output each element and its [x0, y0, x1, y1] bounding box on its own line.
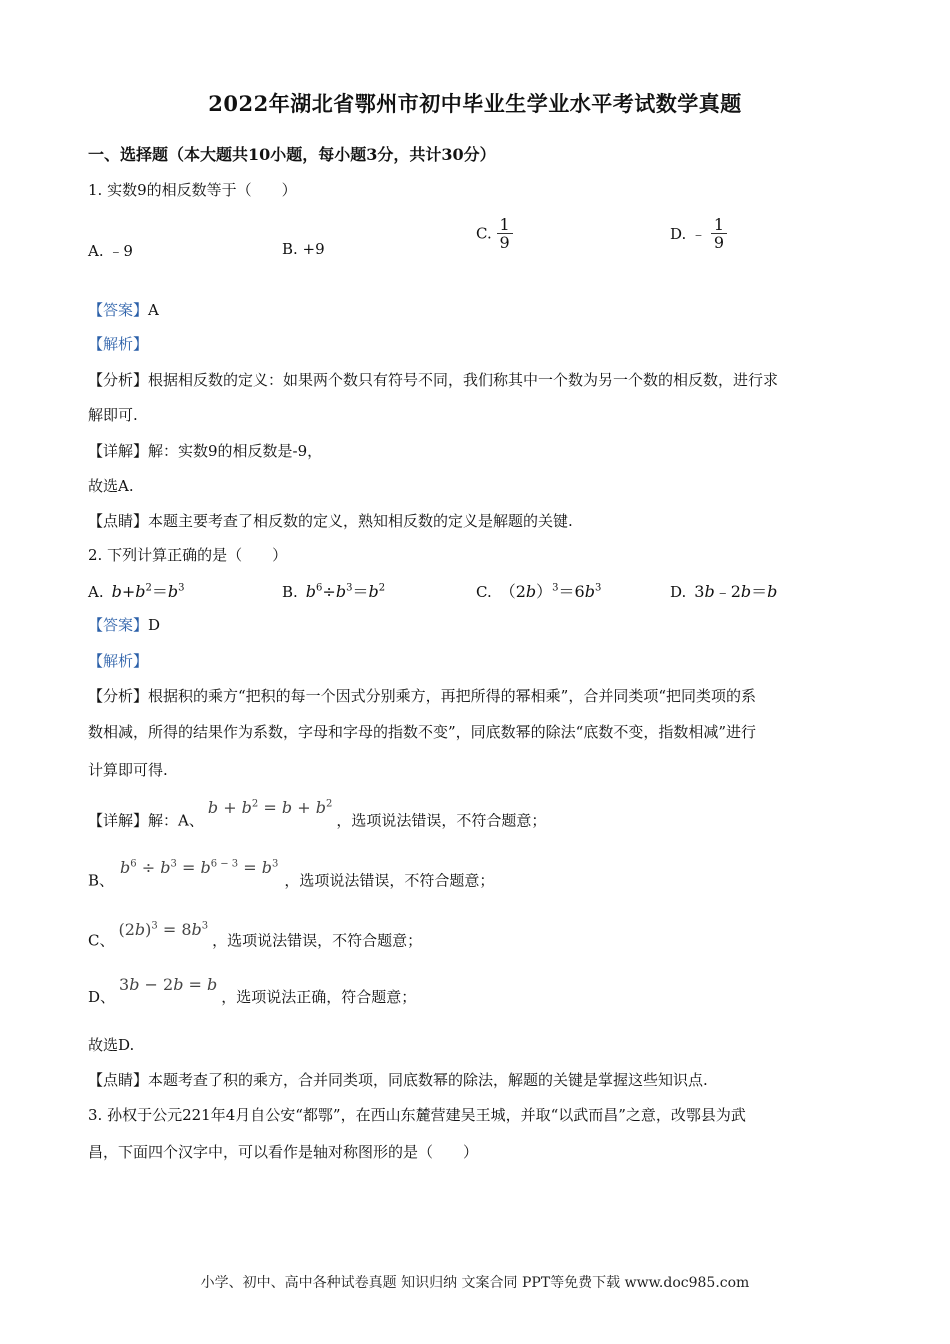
xiangjie-d-label: D、 — [88, 988, 116, 1006]
dianjing-text: 本题主要考查了相反数的定义，熟知相反数的定义是解题的关键. — [148, 512, 573, 530]
q3-stem-line2: 昌，下面四个汉字中，可以看作是轴对称图形的是（ ） — [88, 1143, 479, 1161]
q1-answer — [88, 300, 159, 320]
q1-fenxi-line1 — [88, 370, 778, 390]
q1-option-d-label: D. ﹣ — [670, 225, 707, 243]
q2-fenxi-line3: 计算即可得. — [88, 761, 168, 779]
q2-option-d-expr: 3b﹣2b＝b — [694, 582, 778, 601]
q1-option-d-fraction — [711, 216, 727, 251]
q2-dianjing — [88, 1070, 708, 1090]
q2-c-formula: $(2b)^3 = 8b^3$ — [118, 920, 209, 940]
fraction-numerator: 1 — [497, 216, 513, 234]
xiangjie-a-label: 解：A、 — [148, 811, 204, 830]
q2-fenxi-line1 — [88, 686, 756, 706]
q2-conclusion: 故选D. — [88, 1036, 135, 1054]
q2-option-a-expr: $b+b^2=b^3$ — [111, 582, 185, 601]
option-label: C. — [476, 583, 492, 601]
xiangjie-b-label: B、 — [88, 871, 115, 890]
section-heading: 一、选择题（本大题共10小题，每小题3分，共计30分） — [88, 145, 496, 164]
dianjing-tag: 【点睛】 — [88, 512, 149, 530]
q2-option-c-expr: $(2b)^3=6b^3$ — [499, 582, 602, 601]
comment-text: ，选项说法错误，不符合题意； — [336, 811, 547, 830]
q2-option-d — [670, 579, 777, 602]
q1-fenxi-line2: 解即可. — [88, 406, 138, 424]
fraction-denominator: 9 — [713, 233, 724, 252]
q2-option-a — [88, 579, 185, 602]
q2-b-formula: $b^6 \div b^3 = b^{6 - 3} = b^3$ — [120, 858, 279, 878]
q2-a-formula: $b + b^2 = b + b^2$ — [207, 798, 333, 818]
q2-xiangjie-a — [88, 798, 547, 830]
q2-xiangjie-b — [88, 858, 495, 890]
q2-d-formula: 3b − 2b = b — [119, 975, 218, 994]
page-footer: 小学、初中、高中各种试卷真题 知识归纳 文案合同 PPT等免费下载 www.doc985.com — [200, 1275, 750, 1291]
q1-option-c — [476, 216, 513, 251]
fraction-numerator: 1 — [711, 216, 727, 234]
comment-text: ，选项说法错误，不符合题意； — [284, 871, 495, 890]
option-label: B. — [282, 583, 298, 601]
q1-option-c-fraction — [497, 216, 513, 251]
xiangjie-c-label: C、 — [88, 931, 115, 950]
q1-dianjing — [88, 511, 573, 531]
xiangjie-tag: 【详解】 — [88, 811, 149, 830]
q1-option-d — [670, 216, 727, 251]
q2-xiangjie-d — [88, 975, 417, 1007]
fenxi-text: 根据积的乘方“把积的每一个因式分别乘方，再把所得的幂相乘”，合并同类项“把同类项的系 — [148, 687, 757, 705]
fenxi-tag: 【分析】 — [88, 371, 149, 389]
q1-stem: 1. 实数9的相反数等于（ ） — [88, 181, 297, 199]
q1-option-c-label: C. — [476, 224, 492, 243]
q2-xiangjie-c — [88, 920, 423, 950]
q2-answer — [88, 615, 160, 635]
q2-option-c — [476, 579, 601, 602]
answer-tag: 【答案】 — [88, 616, 149, 634]
q2-fenxi-line2: 数相减，所得的结果作为系数，字母和字母的指数不变”，同底数幂的除法“底数不变，指数相减”进行 — [88, 723, 757, 741]
fraction-denominator: 9 — [499, 233, 510, 252]
answer-value: A — [148, 301, 159, 319]
q1-analysis-tag: 【解析】 — [88, 335, 149, 353]
q1-conclusion: 故选A. — [88, 477, 134, 495]
q2-option-b-expr: $b^6\div b^3=b^2$ — [305, 582, 386, 601]
q1-option-a: A. ﹣9 — [88, 242, 133, 260]
answer-value: D — [148, 616, 161, 634]
q3-stem-line1: 3. 孙权于公元221年4月自公安“都鄂”，在西山东麓营建吴王城，并取“以武而昌”之意，改鄂县为武 — [88, 1106, 746, 1124]
dianjing-tag: 【点睛】 — [88, 1071, 149, 1089]
xiangjie-tag: 【详解】 — [88, 442, 149, 460]
answer-tag: 【答案】 — [88, 301, 149, 319]
page-title: 2022年湖北省鄂州市初中毕业生学业水平考试数学真题 — [208, 91, 742, 116]
comment-text: ，选项说法错误，不符合题意； — [212, 931, 423, 950]
comment-text: ，选项说法正确，符合题意； — [221, 988, 417, 1006]
q1-xiangjie — [88, 441, 322, 461]
option-label: A. — [88, 583, 104, 601]
q2-analysis-tag: 【解析】 — [88, 652, 149, 670]
dianjing-text: 本题考查了积的乘方，合并同类项，同底数幂的除法，解题的关键是掌握这些知识点. — [148, 1071, 708, 1089]
fenxi-text: 根据相反数的定义：如果两个数只有符号不同，我们称其中一个数为另一个数的相反数，进行求 — [148, 371, 779, 389]
q2-stem: 2. 下列计算正确的是（ ） — [88, 546, 288, 564]
fenxi-tag: 【分析】 — [88, 687, 149, 705]
q1-option-b: B. +9 — [282, 240, 325, 258]
xiangjie-text: 解：实数9的相反数是-9， — [148, 442, 323, 460]
q2-option-b — [282, 579, 385, 602]
option-label: D. — [670, 583, 687, 601]
